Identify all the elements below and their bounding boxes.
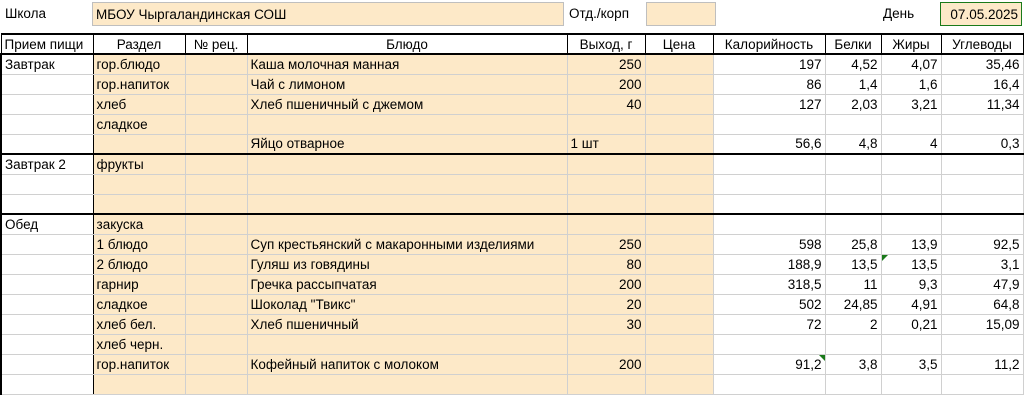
- table-row: [1, 254, 1023, 274]
- cell-fat[interactable]: [881, 174, 941, 194]
- school-name-cell[interactable]: МБОУ Чыргаландинская СОШ: [92, 2, 564, 26]
- school-label: Школа: [5, 6, 47, 21]
- table-row: [1, 334, 1023, 354]
- cell-dish[interactable]: [247, 214, 567, 234]
- cell-out[interactable]: 20: [567, 294, 645, 314]
- cell-rec[interactable]: [185, 214, 247, 234]
- column-header-6[interactable]: Калорийность: [713, 34, 825, 54]
- column-header-5[interactable]: Цена: [645, 34, 713, 54]
- cell-cal[interactable]: [713, 114, 825, 134]
- cell-carb[interactable]: 64,8: [941, 294, 1023, 314]
- cell-dish[interactable]: Яйцо отварное: [247, 134, 567, 154]
- cell-price[interactable]: [645, 374, 713, 394]
- cell-meal[interactable]: [1, 294, 93, 314]
- cell-section[interactable]: сладкое: [93, 294, 185, 314]
- cell-fat[interactable]: 13,9: [881, 234, 941, 254]
- cell-rec[interactable]: [185, 274, 247, 294]
- table-row: [1, 134, 1023, 154]
- cell-out[interactable]: 200: [567, 354, 645, 374]
- cell-carb[interactable]: 3,1: [941, 254, 1023, 274]
- cell-rec[interactable]: [185, 174, 247, 194]
- cell-carb[interactable]: [941, 114, 1023, 134]
- cell-prot[interactable]: [825, 114, 881, 134]
- cell-fat[interactable]: 9,3: [881, 274, 941, 294]
- cell-dish[interactable]: [247, 334, 567, 354]
- cell-out[interactable]: 200: [567, 74, 645, 94]
- column-header-1[interactable]: Раздел: [93, 34, 185, 54]
- column-header-8[interactable]: Жиры: [881, 34, 941, 54]
- cell-dish[interactable]: Хлеб пшеничный: [247, 314, 567, 334]
- cell-dish[interactable]: Гуляш из говядины: [247, 254, 567, 274]
- cell-meal[interactable]: [1, 354, 93, 374]
- column-header-0[interactable]: Прием пищи: [1, 34, 93, 54]
- cell-prot[interactable]: [825, 334, 881, 354]
- cell-out[interactable]: 250: [567, 54, 645, 74]
- cell-cal[interactable]: 502: [713, 294, 825, 314]
- cell-cal[interactable]: [713, 194, 825, 214]
- cell-dish[interactable]: Каша молочная манная: [247, 54, 567, 74]
- cell-out[interactable]: 200: [567, 274, 645, 294]
- cell-meal[interactable]: [1, 234, 93, 254]
- cell-price[interactable]: [645, 94, 713, 114]
- cell-rec[interactable]: [185, 294, 247, 314]
- cell-prot[interactable]: 3,8: [825, 354, 881, 374]
- cell-meal[interactable]: [1, 94, 93, 114]
- cell-section[interactable]: [93, 194, 185, 214]
- cell-price[interactable]: [645, 334, 713, 354]
- cell-carb[interactable]: 11,34: [941, 94, 1023, 114]
- dept-label: Отд./корп: [569, 6, 629, 21]
- cell-meal[interactable]: [1, 174, 93, 194]
- cell-out[interactable]: [567, 174, 645, 194]
- cell-carb[interactable]: [941, 334, 1023, 354]
- cell-carb[interactable]: 11,2: [941, 354, 1023, 374]
- cell-dish[interactable]: Гречка рассыпчатая: [247, 274, 567, 294]
- cell-fat[interactable]: 4: [881, 134, 941, 154]
- cell-prot[interactable]: 4,52: [825, 54, 881, 74]
- column-header-3[interactable]: Блюдо: [247, 34, 567, 54]
- cell-prot[interactable]: [825, 214, 881, 234]
- cell-rec[interactable]: [185, 374, 247, 394]
- menu-table: [0, 33, 1024, 395]
- cell-meal[interactable]: [1, 114, 93, 134]
- cell-prot[interactable]: [825, 174, 881, 194]
- cell-meal[interactable]: [1, 334, 93, 354]
- cell-fat[interactable]: 1,6: [881, 74, 941, 94]
- cell-meal[interactable]: [1, 74, 93, 94]
- cell-section[interactable]: гор.напиток: [93, 74, 185, 94]
- cell-cal[interactable]: 318,5: [713, 274, 825, 294]
- cell-fat[interactable]: [881, 114, 941, 134]
- cell-dish[interactable]: [247, 374, 567, 394]
- cell-out[interactable]: 30: [567, 314, 645, 334]
- column-header-7[interactable]: Белки: [825, 34, 881, 54]
- cell-carb[interactable]: [941, 374, 1023, 394]
- cell-dish[interactable]: [247, 194, 567, 214]
- date-cell[interactable]: 07.05.2025: [940, 2, 1022, 26]
- cell-section[interactable]: гор.напиток: [93, 354, 185, 374]
- dept-value-cell[interactable]: [646, 2, 716, 26]
- cell-price[interactable]: [645, 254, 713, 274]
- cell-prot[interactable]: 2: [825, 314, 881, 334]
- cell-cal[interactable]: 127: [713, 94, 825, 114]
- cell-dish[interactable]: Суп крестьянский с макаронными изделиями: [247, 234, 567, 254]
- table-row: [1, 54, 1023, 74]
- cell-prot[interactable]: 11: [825, 274, 881, 294]
- table-row: [1, 274, 1023, 294]
- cell-section[interactable]: [93, 134, 185, 154]
- cell-dish[interactable]: [247, 154, 567, 174]
- cell-price[interactable]: [645, 54, 713, 74]
- table-row: [1, 214, 1023, 234]
- cell-fat[interactable]: 3,21: [881, 94, 941, 114]
- cell-fat[interactable]: [881, 214, 941, 234]
- column-header-2[interactable]: № рец.: [185, 34, 247, 54]
- cell-cal[interactable]: 56,6: [713, 134, 825, 154]
- table-row: [1, 174, 1023, 194]
- cell-price[interactable]: [645, 154, 713, 174]
- cell-fat[interactable]: 13,5: [881, 254, 941, 274]
- cell-section[interactable]: гор.блюдо: [93, 54, 185, 74]
- cell-carb[interactable]: 15,09: [941, 314, 1023, 334]
- cell-meal[interactable]: [1, 254, 93, 274]
- cell-carb[interactable]: 16,4: [941, 74, 1023, 94]
- cell-cal[interactable]: [713, 334, 825, 354]
- cell-rec[interactable]: [185, 74, 247, 94]
- cell-prot[interactable]: 2,03: [825, 94, 881, 114]
- cell-prot[interactable]: [825, 374, 881, 394]
- cell-out[interactable]: [567, 154, 645, 174]
- cell-price[interactable]: [645, 114, 713, 134]
- cell-section[interactable]: хлеб: [93, 94, 185, 114]
- cell-rec[interactable]: [185, 234, 247, 254]
- cell-out[interactable]: 40: [567, 94, 645, 114]
- cell-fat[interactable]: [881, 334, 941, 354]
- cell-price[interactable]: [645, 314, 713, 334]
- cell-carb[interactable]: [941, 154, 1023, 174]
- cell-carb[interactable]: 0,3: [941, 134, 1023, 154]
- cell-cal[interactable]: [713, 374, 825, 394]
- table-row: [1, 294, 1023, 314]
- cell-rec[interactable]: [185, 134, 247, 154]
- cell-meal[interactable]: [1, 194, 93, 214]
- cell-cal[interactable]: [713, 214, 825, 234]
- table-row: [1, 154, 1023, 174]
- cell-rec[interactable]: [185, 354, 247, 374]
- cell-dish[interactable]: Хлеб пшеничный с джемом: [247, 94, 567, 114]
- cell-out[interactable]: [567, 334, 645, 354]
- cell-out[interactable]: [567, 114, 645, 134]
- cell-prot[interactable]: 1,4: [825, 74, 881, 94]
- cell-prot[interactable]: 25,8: [825, 234, 881, 254]
- cell-meal[interactable]: Обед: [1, 214, 93, 234]
- cell-cal[interactable]: [713, 154, 825, 174]
- cell-rec[interactable]: [185, 194, 247, 214]
- cell-cal[interactable]: 188,9: [713, 254, 825, 274]
- cell-rec[interactable]: [185, 94, 247, 114]
- cell-out[interactable]: [567, 374, 645, 394]
- cell-dish[interactable]: Кофейный напиток с молоком: [247, 354, 567, 374]
- table-row: [1, 194, 1023, 214]
- cell-cal[interactable]: 86: [713, 74, 825, 94]
- column-header-9[interactable]: Углеводы: [941, 34, 1023, 54]
- cell-section[interactable]: хлеб черн.: [93, 334, 185, 354]
- cell-prot[interactable]: 24,85: [825, 294, 881, 314]
- cell-carb[interactable]: [941, 214, 1023, 234]
- cell-fat[interactable]: 0,21: [881, 314, 941, 334]
- cell-cal[interactable]: 91,2: [713, 354, 825, 374]
- cell-section[interactable]: фрукты: [93, 154, 185, 174]
- table-row: [1, 374, 1023, 394]
- cell-section[interactable]: 1 блюдо: [93, 234, 185, 254]
- cell-fat[interactable]: 4,91: [881, 294, 941, 314]
- cell-fat[interactable]: 3,5: [881, 354, 941, 374]
- cell-section[interactable]: сладкое: [93, 114, 185, 134]
- cell-dish[interactable]: [247, 114, 567, 134]
- table-row: [1, 314, 1023, 334]
- cell-dish[interactable]: Чай с лимоном: [247, 74, 567, 94]
- cell-cal[interactable]: 72: [713, 314, 825, 334]
- cell-dish[interactable]: Шоколад "Твикс": [247, 294, 567, 314]
- cell-out[interactable]: [567, 214, 645, 234]
- column-header-row: [1, 34, 1023, 54]
- table-row: [1, 114, 1023, 134]
- cell-prot[interactable]: 4,8: [825, 134, 881, 154]
- cell-price[interactable]: [645, 74, 713, 94]
- cell-price[interactable]: [645, 134, 713, 154]
- cell-carb[interactable]: 47,9: [941, 274, 1023, 294]
- cell-carb[interactable]: 35,46: [941, 54, 1023, 74]
- cell-meal[interactable]: [1, 314, 93, 334]
- cell-cal[interactable]: 598: [713, 234, 825, 254]
- cell-section[interactable]: гарнир: [93, 274, 185, 294]
- cell-prot[interactable]: [825, 154, 881, 174]
- cell-prot[interactable]: 13,5: [825, 254, 881, 274]
- cell-carb[interactable]: 92,5: [941, 234, 1023, 254]
- cell-fat[interactable]: [881, 154, 941, 174]
- cell-meal[interactable]: [1, 274, 93, 294]
- cell-rec[interactable]: [185, 154, 247, 174]
- cell-carb[interactable]: [941, 174, 1023, 194]
- cell-section[interactable]: 2 блюдо: [93, 254, 185, 274]
- cell-out[interactable]: 1 шт: [567, 134, 645, 154]
- cell-rec[interactable]: [185, 114, 247, 134]
- cell-dish[interactable]: [247, 174, 567, 194]
- cell-cal[interactable]: 197: [713, 54, 825, 74]
- table-row: [1, 74, 1023, 94]
- cell-out[interactable]: [567, 194, 645, 214]
- cell-prot[interactable]: [825, 194, 881, 214]
- cell-rec[interactable]: [185, 54, 247, 74]
- cell-section[interactable]: [93, 374, 185, 394]
- comment-marker: [882, 255, 888, 261]
- sheet-header: [0, 0, 1024, 32]
- cell-rec[interactable]: [185, 334, 247, 354]
- cell-price[interactable]: [645, 174, 713, 194]
- cell-price[interactable]: [645, 214, 713, 234]
- cell-cal[interactable]: [713, 174, 825, 194]
- cell-meal[interactable]: [1, 374, 93, 394]
- cell-carb[interactable]: [941, 194, 1023, 214]
- table-row: [1, 234, 1023, 254]
- table-row: [1, 94, 1023, 114]
- cell-rec[interactable]: [185, 254, 247, 274]
- table-row: [1, 354, 1023, 374]
- cell-rec[interactable]: [185, 314, 247, 334]
- cell-section[interactable]: [93, 174, 185, 194]
- cell-price[interactable]: [645, 294, 713, 314]
- column-header-4[interactable]: Выход, г: [567, 34, 645, 54]
- cell-price[interactable]: [645, 234, 713, 254]
- cell-meal[interactable]: Завтрак: [1, 54, 93, 74]
- cell-price[interactable]: [645, 274, 713, 294]
- cell-price[interactable]: [645, 354, 713, 374]
- cell-fat[interactable]: [881, 374, 941, 394]
- cell-fat[interactable]: [881, 194, 941, 214]
- cell-meal[interactable]: [1, 134, 93, 154]
- cell-section[interactable]: закуска: [93, 214, 185, 234]
- comment-marker: [819, 355, 825, 361]
- day-label: День: [883, 6, 915, 21]
- cell-section[interactable]: хлеб бел.: [93, 314, 185, 334]
- cell-price[interactable]: [645, 194, 713, 214]
- cell-out[interactable]: 250: [567, 234, 645, 254]
- cell-out[interactable]: 80: [567, 254, 645, 274]
- cell-meal[interactable]: Завтрак 2: [1, 154, 93, 174]
- cell-fat[interactable]: 4,07: [881, 54, 941, 74]
